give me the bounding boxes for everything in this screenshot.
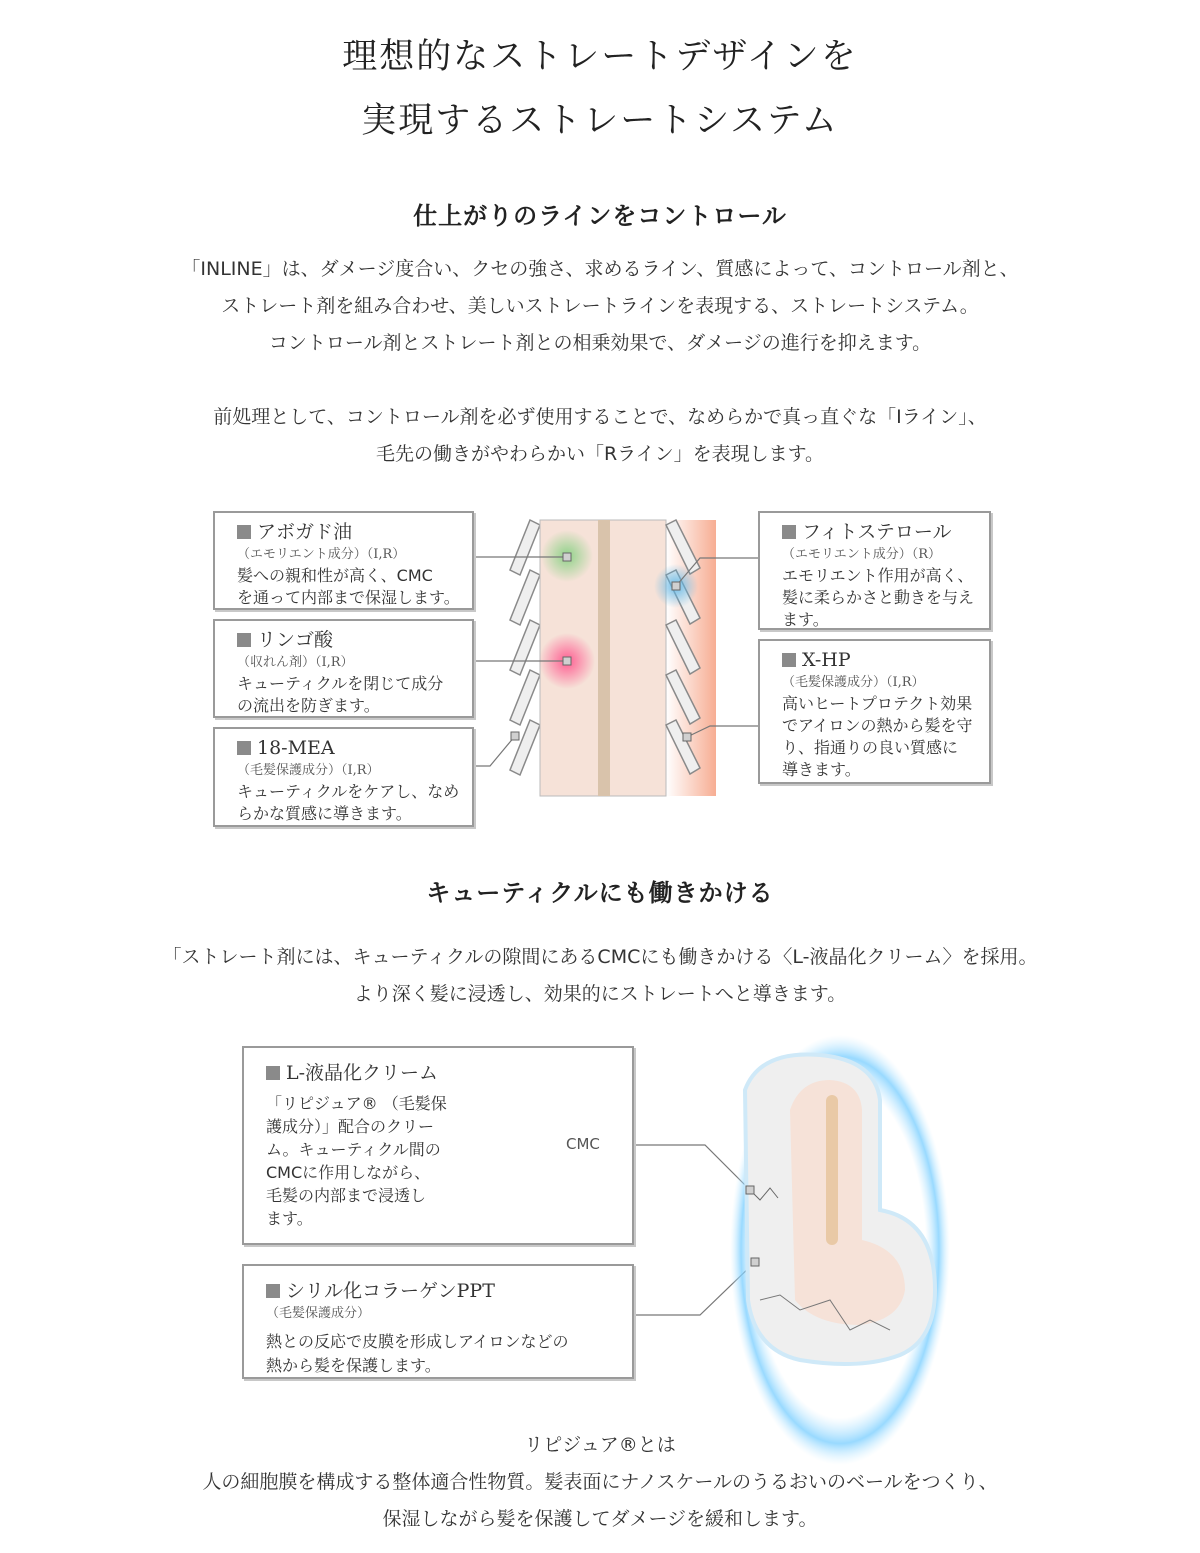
ingredient-subtitle: （毛髪保護成分） — [266, 1306, 371, 1321]
ingredient-box-phytosterol — [758, 511, 991, 630]
ingredient-desc: ム。キューティクル間の — [266, 1140, 441, 1159]
ingredient-subtitle: （エモリエント成分）（I,R） — [237, 547, 406, 562]
section2-para-line: より深く髪に浸透し、効果的にストレートへと導きます。 — [353, 983, 847, 1005]
ingredient-title: アボガド油 — [237, 519, 460, 545]
section2-heading: キューティクルにも働きかける — [426, 878, 774, 907]
lipidure-line: 保湿しながら髪を保護してダメージを緩和します。 — [382, 1508, 818, 1530]
ingredient-desc: 髪に柔らかさと動きを与え — [782, 588, 975, 607]
ingredient-desc: 毛髪の内部まで浸透し — [266, 1186, 427, 1205]
ingredient-subtitle: （毛髪保護成分）（I,R） — [237, 763, 380, 778]
ingredient-subtitle: （収れん剤）（I,R） — [237, 655, 354, 670]
hair-medulla — [598, 520, 610, 796]
ingredient-desc: 熱から髪を保護します。 — [266, 1356, 441, 1375]
ingredient-subtitle: （毛髪保護成分）（I,R） — [782, 675, 925, 690]
ingredient-desc: キューティクルをケアし、なめ — [237, 782, 460, 801]
ingredient-title: X-HP — [782, 647, 977, 673]
ingredient-title: L-液晶化クリーム — [266, 1060, 472, 1086]
ingredient-desc: を通って内部まで保湿します。 — [237, 588, 460, 607]
ingredient-desc: ます。 — [782, 610, 829, 629]
lipidure-line: 人の細胞膜を構成する整体適合性物質。髪表面にナノスケールのうるおいのベールをつくり、 — [202, 1471, 998, 1493]
ingredient-desc: キューティクルを閉じて成分 — [237, 674, 444, 693]
ingredient-desc: 「リピジュア® （毛髪保 — [266, 1094, 447, 1113]
ingredient-desc: ます。 — [266, 1209, 313, 1228]
section2-para-line: 「ストレート剤には、キューティクルの隙間にあるCMCにも働きかける〈L-液晶化クリーム〉を採用。 — [162, 946, 1038, 968]
ingredient-box-x-hp — [758, 639, 991, 784]
section1-para2-line: 前処理として、コントロール剤を必ず使用することで、なめらかで真っ直ぐな「Iライン」、 — [213, 406, 987, 428]
ingredient-desc: らかな質感に導きます。 — [237, 804, 412, 823]
ingredient-box-malic-acid — [213, 619, 474, 718]
ingredient-title: シリル化コラーゲンPPT — [266, 1278, 620, 1304]
ingredient-desc: り、指通りの良い質感に — [782, 738, 959, 757]
section1-heading: 仕上がりのラインをコントロール — [413, 201, 787, 230]
section1-para1-line: コントロール剤とストレート剤との相乗効果で、ダメージの進行を抑えます。 — [268, 332, 932, 354]
ingredient-desc: の流出を防ぎます。 — [237, 696, 380, 715]
ingredient-box-silylated-collagen — [242, 1264, 634, 1379]
ingredient-desc: CMCに作用しながら、 — [266, 1163, 431, 1182]
section2-paragraph — [0, 939, 1200, 1013]
main-title-line1: 理想的なストレートデザインを — [342, 37, 858, 77]
ingredient-desc: 護成分）」配合のクリー — [266, 1117, 435, 1136]
main-title-line2: 実現するストレートシステム — [361, 101, 839, 141]
ingredient-box-avocado-oil — [213, 511, 474, 610]
hair-cutaway — [730, 1035, 950, 1465]
ingredient-desc: でアイロンの熱から髪を守 — [782, 716, 973, 735]
section1-para1-line: 「INLINE」は、ダメージ度合い、クセの強さ、求めるライン、質感によって、コントロール剤と、 — [181, 258, 1019, 280]
ingredient-subtitle: （エモリエント成分）（R） — [782, 547, 942, 562]
lipidure-note — [0, 1427, 1200, 1538]
ingredient-title: フィトステロール — [782, 519, 977, 545]
ingredient-title: 18-MEA — [237, 735, 460, 761]
ingredient-desc: 高いヒートプロテクト効果 — [782, 694, 973, 713]
cmc-label: CMC — [566, 1135, 600, 1153]
section1-para2-line: 毛先の働きがやわらかい「Rライン」を表現します。 — [375, 443, 825, 465]
ingredient-desc: 熱との反応で皮膜を形成しアイロンなどの — [266, 1332, 569, 1351]
ingredient-title: リンゴ酸 — [237, 627, 460, 653]
ingredient-desc: 髪への親和性が高く、CMC — [237, 566, 433, 585]
lipidure-title: リピジュア®とは — [524, 1434, 676, 1456]
section1-para1-line: ストレート剤を組み合わせ、美しいストレートラインを表現する、ストレートシステム。 — [221, 295, 979, 317]
ingredient-desc: エモリエント作用が高く、 — [782, 566, 974, 585]
ingredient-box-18-mea — [213, 727, 474, 827]
ingredient-desc: 導きます。 — [782, 760, 861, 779]
